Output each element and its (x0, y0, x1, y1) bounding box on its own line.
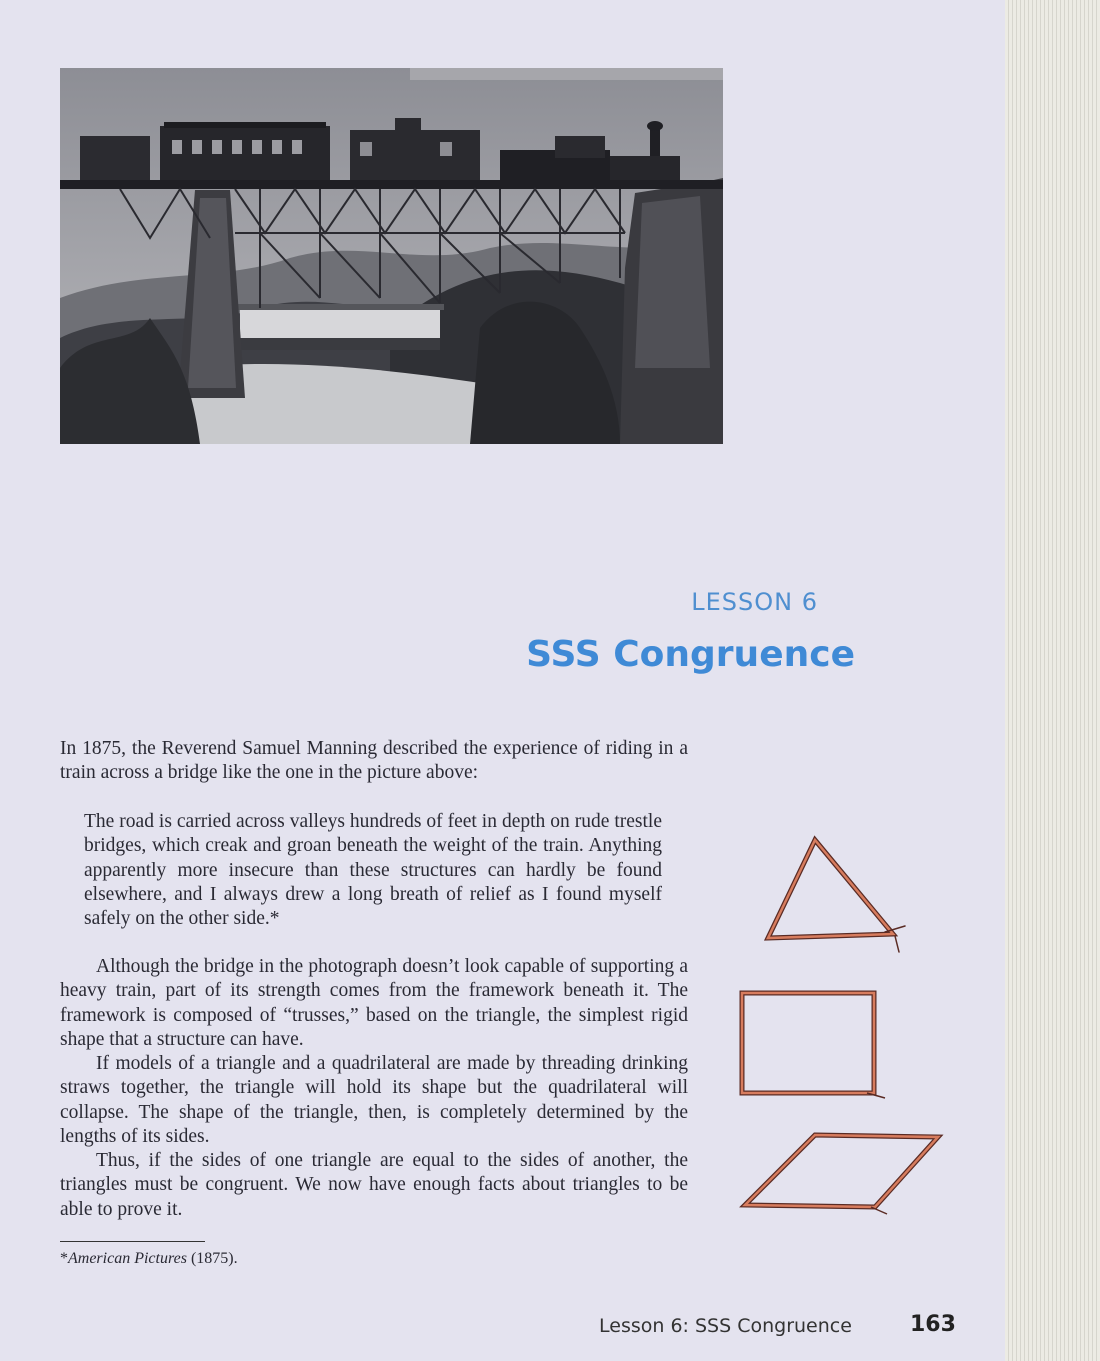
lesson-number: LESSON 6 (691, 588, 818, 616)
paragraph-trusses: Although the bridge in the photograph doesn’t look capable of supporting a heavy train, part of its strength comes from the framework beneath it. The framework is composed of “trusses,” based on the triangle, the simplest rigid shape that a structure can have. (60, 956, 688, 1050)
footnote: *American Pictures (1875). (60, 1250, 238, 1267)
lesson-title: SSS Congruence (526, 634, 855, 675)
footnote-year: (1875). (186, 1250, 238, 1267)
block-quote: The road is carried across valleys hundreds of feet in depth on rude trestle bridges, which creak and groan beneath the weight of the train. Anything apparently more insecure than these structures can hardly be found elsewhere, and I always drew a long breath of relief as I found myself safely on the other side.* (84, 811, 662, 930)
intro-paragraph: In 1875, the Reverend Samuel Manning described the experience of riding in a train across a bridge like the one in the picture above: (60, 738, 688, 784)
running-footer: Lesson 6: SSS Congruence (599, 1315, 852, 1337)
straw-models-illustration (735, 830, 955, 1220)
straw-square (742, 993, 885, 1098)
straw-parallelogram (745, 1135, 938, 1214)
paragraph-straws: If models of a triangle and a quadrilateral are made by threading drinking straws together, the triangle will hold its shape but the quadrilateral will collapse. The shape of the triangle, then, is completely determined by the lengths of its sides. (60, 1053, 688, 1147)
book-page-edges (1005, 0, 1100, 1361)
trestle-bridge-illustration (60, 68, 723, 444)
footnote-rule (60, 1241, 205, 1242)
paragraph-congruence: Thus, if the sides of one triangle are equal to the sides of another, the triangles must be congruent. We now have enough facts about triangles to be able to prove it. (60, 1150, 688, 1220)
straw-triangle (768, 840, 905, 952)
page-number: 163 (910, 1312, 956, 1337)
footnote-source: American Pictures (68, 1250, 187, 1267)
trestle-bridge-photo (60, 68, 723, 444)
